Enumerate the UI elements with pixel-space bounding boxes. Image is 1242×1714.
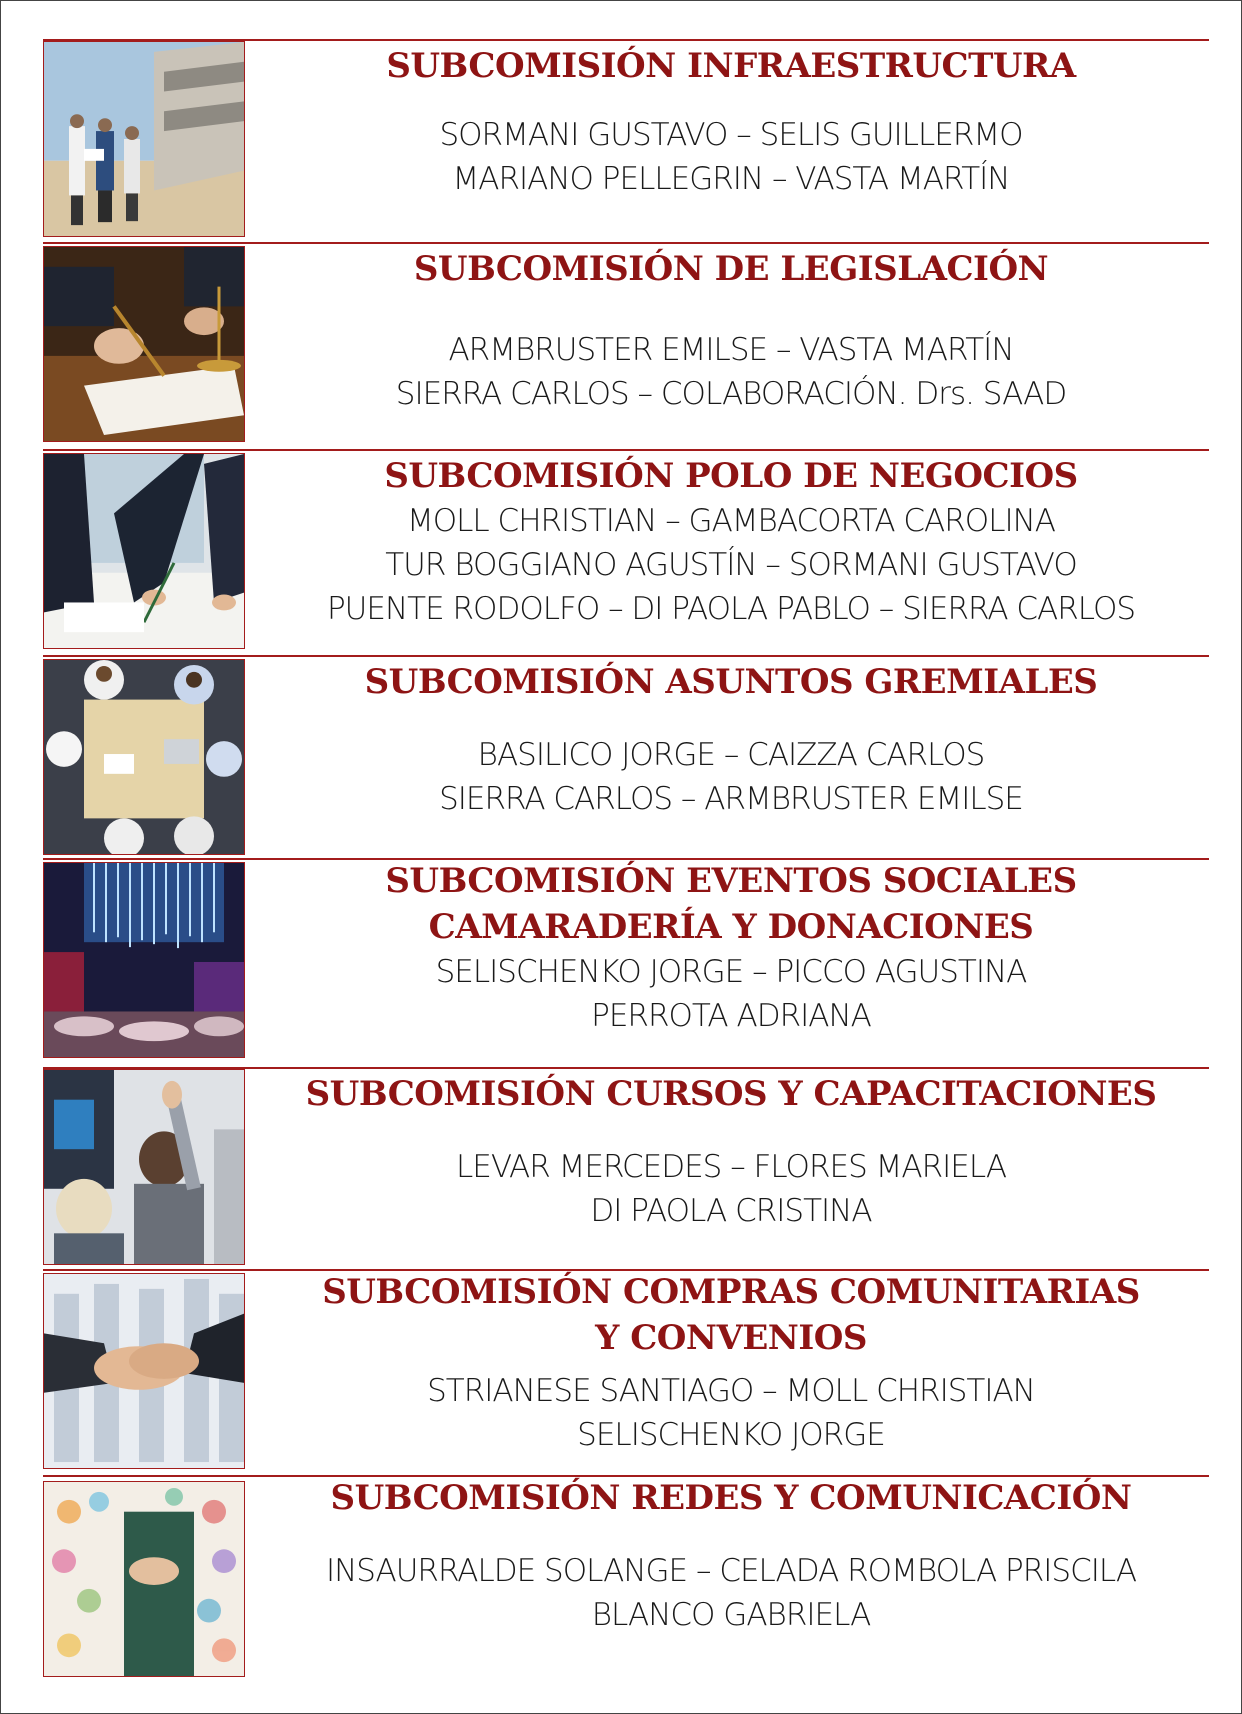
member-line: INSAURRALDE SOLANGE – CELADA ROMBOLA PRISCILA <box>325 1553 1137 1589</box>
section-content <box>253 242 1209 442</box>
member-line: TUR BOGGIANO AGUSTÍN – SORMANI GUSTAVO <box>385 547 1077 583</box>
title-line: CAMARADERÍA Y DONACIONES <box>428 907 1034 947</box>
section-cursos-capacitaciones <box>43 1067 1209 1265</box>
section-legislacion <box>43 242 1209 442</box>
member-line: LEVAR MERCEDES – FLORES MARIELA <box>455 1149 1007 1185</box>
member-list <box>253 113 1209 201</box>
member-line: DI PAOLA CRISTINA <box>590 1193 872 1229</box>
title-line: SUBCOMISIÓN ASUNTOS GREMIALES <box>364 662 1098 702</box>
title-line: SUBCOMISIÓN REDES Y COMUNICACIÓN <box>330 1478 1132 1518</box>
member-list <box>253 950 1209 1038</box>
section-content <box>253 655 1209 855</box>
section-content <box>253 1475 1209 1677</box>
section-title <box>253 1269 1209 1361</box>
social-media-icons-photo <box>43 1481 245 1677</box>
member-line: PUENTE RODOLFO – DI PAOLA PABLO – SIERRA CARLOS <box>326 591 1136 627</box>
title-line: SUBCOMISIÓN POLO DE NEGOCIOS <box>384 456 1078 496</box>
section-title <box>253 858 1209 950</box>
business-meeting-photo <box>43 453 245 649</box>
member-line: SIERRA CARLOS – ARMBRUSTER EMILSE <box>439 781 1023 817</box>
member-line: SELISCHENKO JORGE – PICCO AGUSTINA <box>435 954 1027 990</box>
title-line: SUBCOMISIÓN COMPRAS COMUNITARIAS <box>322 1272 1140 1312</box>
title-line: SUBCOMISIÓN INFRAESTRUCTURA <box>386 46 1076 86</box>
member-line: SIERRA CARLOS – COLABORACIÓN. Drs. SAAD <box>395 376 1067 412</box>
member-list <box>253 1549 1209 1637</box>
section-asuntos-gremiales <box>43 655 1209 855</box>
member-line: PERROTA ADRIANA <box>591 998 871 1034</box>
member-list <box>253 499 1209 631</box>
member-list <box>253 1145 1209 1233</box>
title-line: SUBCOMISIÓN CURSOS Y CAPACITACIONES <box>305 1074 1157 1114</box>
member-list <box>253 1369 1209 1457</box>
section-title <box>253 1071 1209 1117</box>
title-line: SUBCOMISIÓN DE LEGISLACIÓN <box>413 249 1049 289</box>
section-content <box>253 1269 1209 1469</box>
member-line: SELISCHENKO JORGE <box>577 1417 885 1453</box>
section-eventos-sociales <box>43 858 1209 1058</box>
member-list <box>253 733 1209 821</box>
member-line: SORMANI GUSTAVO – SELIS GUILLERMO <box>439 117 1023 153</box>
section-infraestructura <box>43 39 1209 237</box>
section-content <box>253 1067 1209 1265</box>
section-title <box>253 246 1209 292</box>
handshake-photo <box>43 1273 245 1469</box>
section-redes-comunicacion <box>43 1475 1209 1677</box>
member-list <box>253 328 1209 416</box>
construction-site-photo <box>43 41 245 237</box>
member-line: MOLL CHRISTIAN – GAMBACORTA CAROLINA <box>407 503 1055 539</box>
section-content <box>253 449 1209 649</box>
member-line: STRIANESE SANTIAGO – MOLL CHRISTIAN <box>427 1373 1035 1409</box>
section-content <box>253 858 1209 1058</box>
section-compras-comunitarias <box>43 1269 1209 1469</box>
signing-document-scales-photo <box>43 246 245 442</box>
title-line: Y CONVENIOS <box>595 1318 867 1358</box>
section-content <box>253 39 1209 237</box>
member-line: MARIANO PELLEGRIN – VASTA MARTÍN <box>452 161 1010 197</box>
member-line: BLANCO GABRIELA <box>591 1597 871 1633</box>
section-title <box>253 43 1209 89</box>
section-polo-negocios <box>43 449 1209 649</box>
section-title <box>253 1475 1209 1521</box>
title-line: SUBCOMISIÓN EVENTOS SOCIALES <box>385 861 1077 901</box>
section-title <box>253 453 1209 499</box>
section-title <box>253 659 1209 705</box>
classroom-raised-hand-photo <box>43 1069 245 1265</box>
banquet-hall-photo <box>43 862 245 1058</box>
member-line: BASILICO JORGE – CAIZZA CARLOS <box>477 737 985 773</box>
table-meeting-overhead-photo <box>43 659 245 855</box>
member-line: ARMBRUSTER EMILSE – VASTA MARTÍN <box>448 332 1014 368</box>
